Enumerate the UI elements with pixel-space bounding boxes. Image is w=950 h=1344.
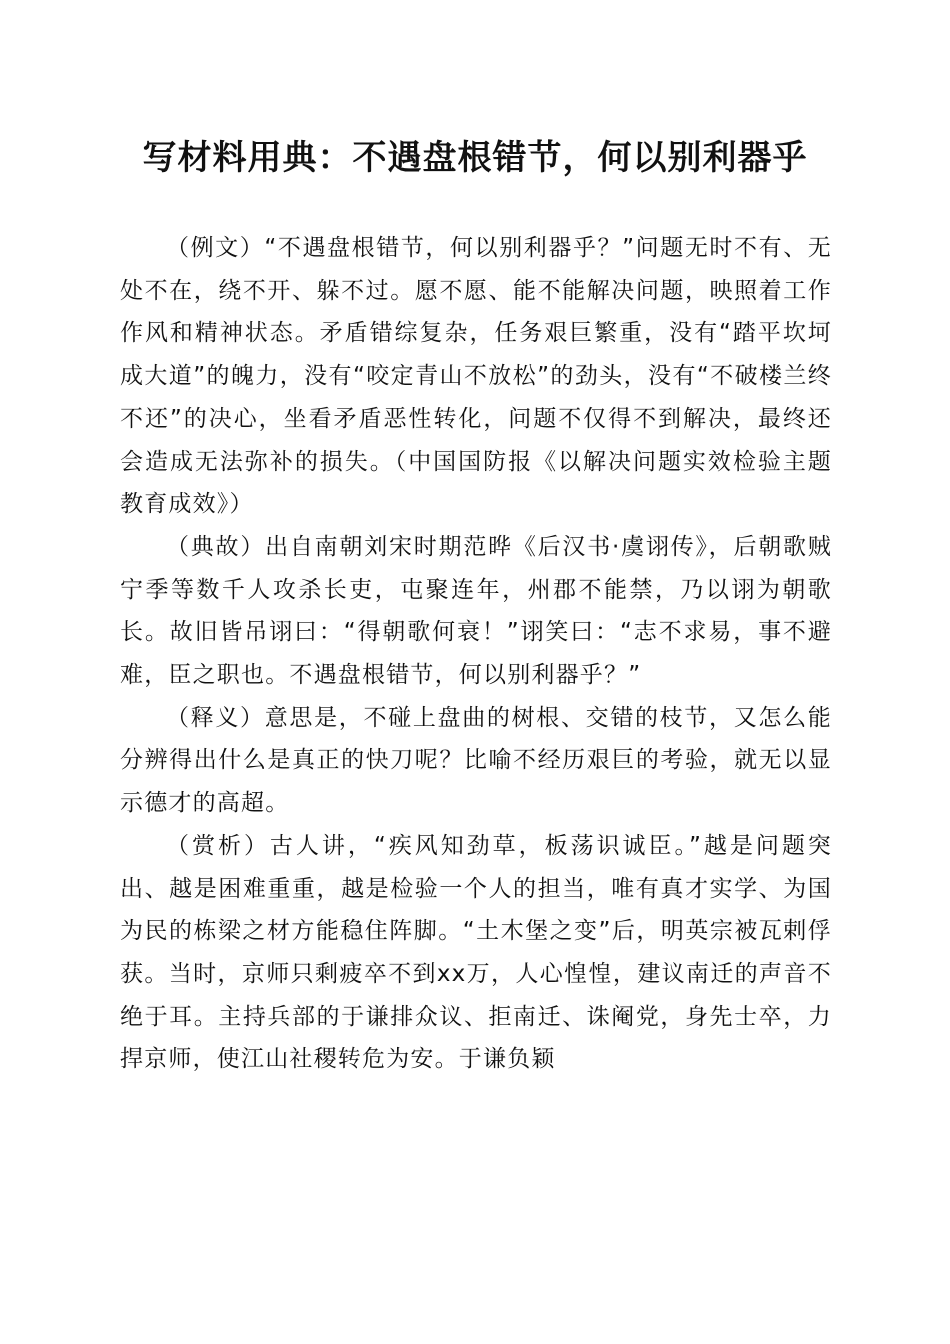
paragraph-example: （例文）“不遇盘根错节，何以别利器乎？”问题无时不有、无处不在，绕不开、躲不过。愿不愿、能不能解决问题，映照着工作作风和精神状态。矛盾错综复杂，任务艰巨繁重，没有“踏平坎坷成大道”的魄力，没有“咬定青山不放松”的劲头，没有“不破楼兰终不还”的决心，坐看矛盾恶性转化，问题不仅得不到解决，最终还会造成无法弥补的损失。（中国国防报《以解决问题实效检验主题教育成效》） xyxy=(120,235,832,518)
paragraph-meaning: （释义）意思是，不碰上盘曲的树根、交错的枝节，又怎么能分辨得出什么是真正的快刀呢？比喻不经历艰巨的考验，就无以显示德才的高超。 xyxy=(120,704,832,817)
document-body xyxy=(120,227,832,1081)
paragraph-allusion: （典故）出自南朝刘宋时期范晔《后汉书·虞诩传》，后朝歌贼宁季等数千人攻杀长吏，屯聚连年，州郡不能禁，乃以诩为朝歌长。故旧皆吊诩曰：“得朝歌何衰！”诩笑曰：“志不求易，事不避难，臣之职也。不遇盘根错节，何以别利器乎？” xyxy=(120,533,832,689)
document-title: 写材料用典：不遇盘根错节，何以别利器乎 xyxy=(142,138,808,178)
paragraph-appreciation: （赏析）古人讲，“疾风知劲草，板荡识诚臣。”越是问题突出、越是困难重重，越是检验一个人的担当，唯有真才实学、为国为民的栋梁之材方能稳住阵脚。“土木堡之变”后，明英宗被瓦剌俘获。当时，京师只剩疲卒不到xx万，人心惶惶，建议南迁的声音不绝于耳。主持兵部的于谦排众议、拒南迁、诛阉党，身先士卒，力捍京师，使江山社稷转危为安。于谦负颖 xyxy=(120,832,832,1073)
